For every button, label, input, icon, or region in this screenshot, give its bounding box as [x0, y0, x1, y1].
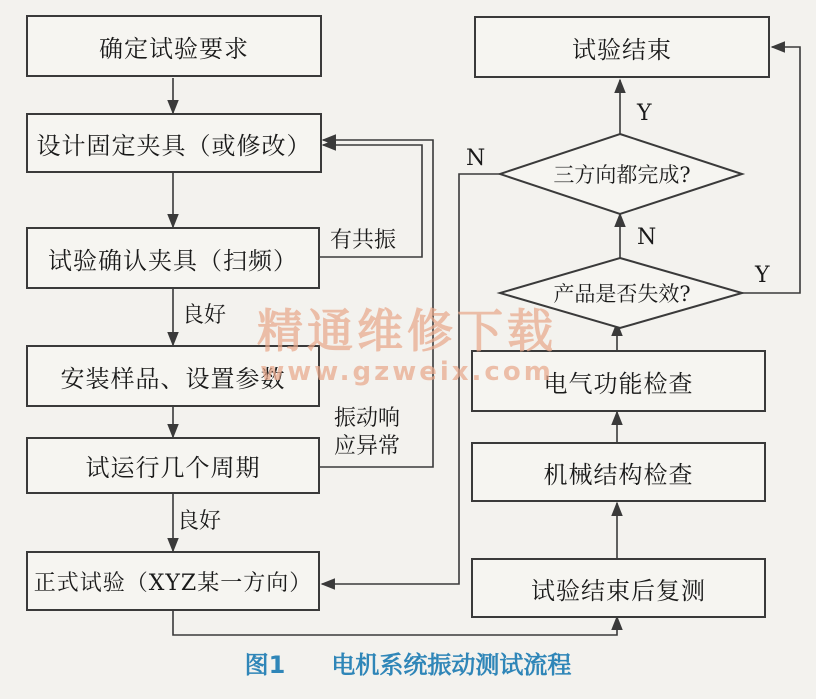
- decision-label-product-failed: 产品是否失效?: [553, 282, 691, 306]
- step-test-end: 试验结束: [474, 16, 770, 78]
- step-post-test-retest: 试验结束后复测: [471, 558, 766, 618]
- edge-label-good-2: 良好: [177, 509, 222, 534]
- edge-label-yes-done: Y: [637, 101, 652, 126]
- figure-caption: [0, 645, 816, 680]
- step-trial-run: 试运行几个周期: [26, 437, 320, 494]
- step-formal-test: 正式试验（XYZ某一方向）: [26, 551, 320, 611]
- step-determine-requirements: 确定试验要求: [26, 15, 322, 77]
- edge-label-abnormal-line2: 应异常: [334, 434, 401, 459]
- figure-title: 电机系统振动测试流程: [331, 651, 572, 679]
- edge-label-abnormal: [334, 405, 400, 461]
- step-design-fixture: 设计固定夹具（或修改）: [26, 113, 322, 173]
- figure-number: 图1: [244, 651, 286, 679]
- watermark-url: www.gzweix.com: [260, 357, 554, 387]
- edge-label-no-failed: N: [637, 225, 657, 250]
- edge-label-no-done: N: [466, 146, 486, 171]
- step-install-sample: 安装样品、设置参数: [26, 345, 320, 407]
- edge-label-abnormal-line1: 振动响: [334, 406, 401, 431]
- step-electrical-check: 电气功能检查: [471, 350, 766, 412]
- step-confirm-fixture: 试验确认夹具（扫频）: [26, 227, 320, 289]
- edge-label-good-1: 良好: [182, 303, 227, 328]
- edge-label-resonance: 有共振: [330, 228, 397, 253]
- arrow-failed-yes-to-end: [740, 47, 800, 293]
- watermark-text: 精通维修下载: [257, 304, 557, 358]
- decision-label-all-directions: 三方向都完成?: [553, 163, 691, 187]
- edge-label-yes-failed: Y: [755, 263, 770, 288]
- step-mechanical-check: 机械结构检查: [471, 442, 766, 502]
